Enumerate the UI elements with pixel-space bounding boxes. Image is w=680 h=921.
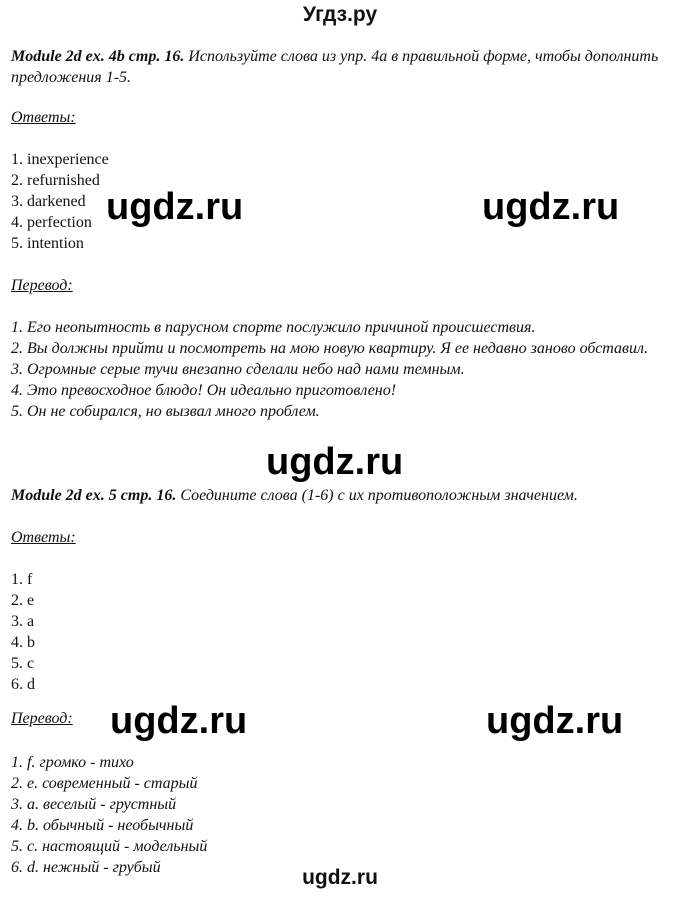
exercise-4b-answers-label: Ответы:: [11, 109, 76, 126]
answer-item: 6. d: [11, 676, 35, 693]
watermark: ugdz.ru: [486, 700, 624, 742]
exercise-4b-translation-label: Перевод:: [11, 277, 73, 294]
translation-item: 6. d. нежный - грубый: [11, 859, 161, 876]
site-title: Угдз.ру: [302, 3, 378, 26]
answer-item: 2. refurnished: [11, 172, 100, 189]
exercise-5-answers: [11, 569, 671, 695]
translation-item: 1. Его неопытность в парусном спорте послужило причиной происшествия.: [11, 319, 536, 336]
answer-item: 4. b: [11, 634, 35, 651]
exercise-5-task-text: Соедините слова (1-6) с их противоположным значением.: [180, 487, 578, 504]
translation-item: 4. b. обычный - необычный: [11, 817, 194, 834]
watermark: ugdz.ru: [266, 441, 404, 483]
exercise-5-translation: [11, 752, 671, 878]
exercise-4b-task-text: Используйте слова из упр. 4a в правильной форме, чтобы дополнить предложения 1-5.: [11, 48, 659, 86]
translation-item: 5. Он не собирался, но вызвал много проблем.: [11, 403, 320, 420]
translation-item: 2. e. современный - старый: [11, 775, 198, 792]
answer-item: 3. darkened: [11, 193, 86, 210]
translation-item: 2. Вы должны прийти и посмотреть на мою новую квартиру. Я ее недавно заново обставил.: [11, 340, 648, 357]
exercise-4b-translation: [11, 317, 671, 422]
exercise-5-task-label: Module 2d ex. 5 стр. 16.: [11, 487, 177, 504]
exercise-4b-task-label: Module 2d ex. 4b стр. 16.: [11, 48, 185, 65]
translation-item: 1. f. громко - тихо: [11, 754, 134, 771]
exercise-4b-task: [11, 46, 671, 88]
exercise-5-answers-label: Ответы:: [11, 529, 76, 546]
answer-item: 1. f: [11, 571, 33, 588]
answer-item: 2. e: [11, 592, 35, 609]
answer-item: 5. intention: [11, 235, 84, 252]
exercise-5-task: [11, 485, 671, 506]
translation-item: 5. c. настоящий - модельный: [11, 838, 208, 855]
watermark: ugdz.ru: [110, 700, 248, 742]
translation-item: 3. Огромные серые тучи внезапно сделали небо над нами темным.: [11, 361, 465, 378]
watermark: ugdz.ru: [482, 186, 620, 228]
translation-item: 4. Это превосходное блюдо! Он идеально приготовлено!: [11, 382, 397, 399]
answer-item: 1. inexperience: [11, 151, 109, 168]
translation-item: 3. a. веселый - грустный: [11, 796, 177, 813]
site-footer: ugdz.ru: [302, 866, 378, 889]
watermark: ugdz.ru: [106, 186, 244, 228]
answer-item: 3. a: [11, 613, 35, 630]
answer-item: 4. perfection: [11, 214, 92, 231]
answer-item: 5. c: [11, 655, 35, 672]
exercise-5-translation-label: Перевод:: [11, 710, 73, 727]
